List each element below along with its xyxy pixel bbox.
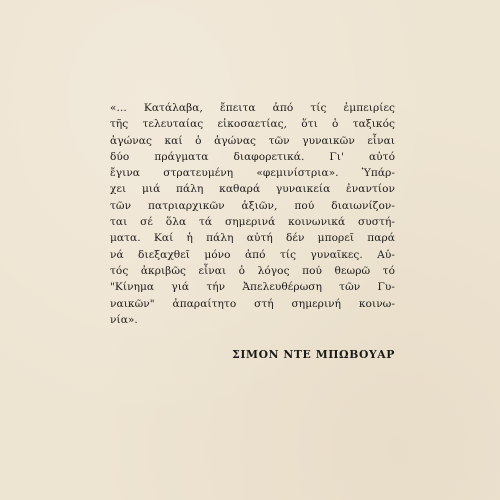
quote-line: ἔγινα στρατευμένη «φεμινίστρια». Ὑπάρ- [110,167,395,180]
quote-line: ται σέ ὅλα τά σημερινά κοινωνικά συστή- [110,216,395,229]
quote-line: νία». [110,313,138,326]
quote-line: ματα. Καί ἡ πάλη αὐτή δέν μπορεῖ παρά [110,232,395,245]
quote-line: τῆς τελευταίας εἰκοσαετίας, ὅτι ὁ ταξικός [110,118,395,131]
quote-paragraph [110,100,395,328]
quote-line: νά διεξαχθεῖ μόνο ἀπό τίς γυναῖκες. Αὐ- [110,248,395,261]
quote-line: "Κίνημα γιά τήν Ἀπελευθέρωση τῶν Γυ- [110,281,395,294]
quote-line: τός ἀκριβῶς εἶναι ὁ λόγος πού θεωρῶ τό [110,264,395,277]
quote-line: χει μιά πάλη καθαρά γυναικεία ἐναντίον [110,183,395,196]
quote-line: ἀγώνας καί ὁ ἀγώνας τῶν γυναικῶν εἶναι [110,134,395,147]
quote-line: δύο πράγματα διαφορετικά. Γι' αὐτό [110,150,395,163]
quote-line: ναικῶν" ἀπαραίτητο στή σημερινή κοινω- [110,297,395,310]
quote-line: «... Κατάλαβα, ἔπειτα ἀπό τίς ἐμπειρίες [110,102,395,114]
author-attribution: ΣΙΜΟΝ ΝΤΕ ΜΠΩΒΟΥΑΡ [232,348,395,361]
quote-line: τῶν πατριαρχικῶν ἀξιῶν, πού διαιωνίζον- [110,199,395,212]
